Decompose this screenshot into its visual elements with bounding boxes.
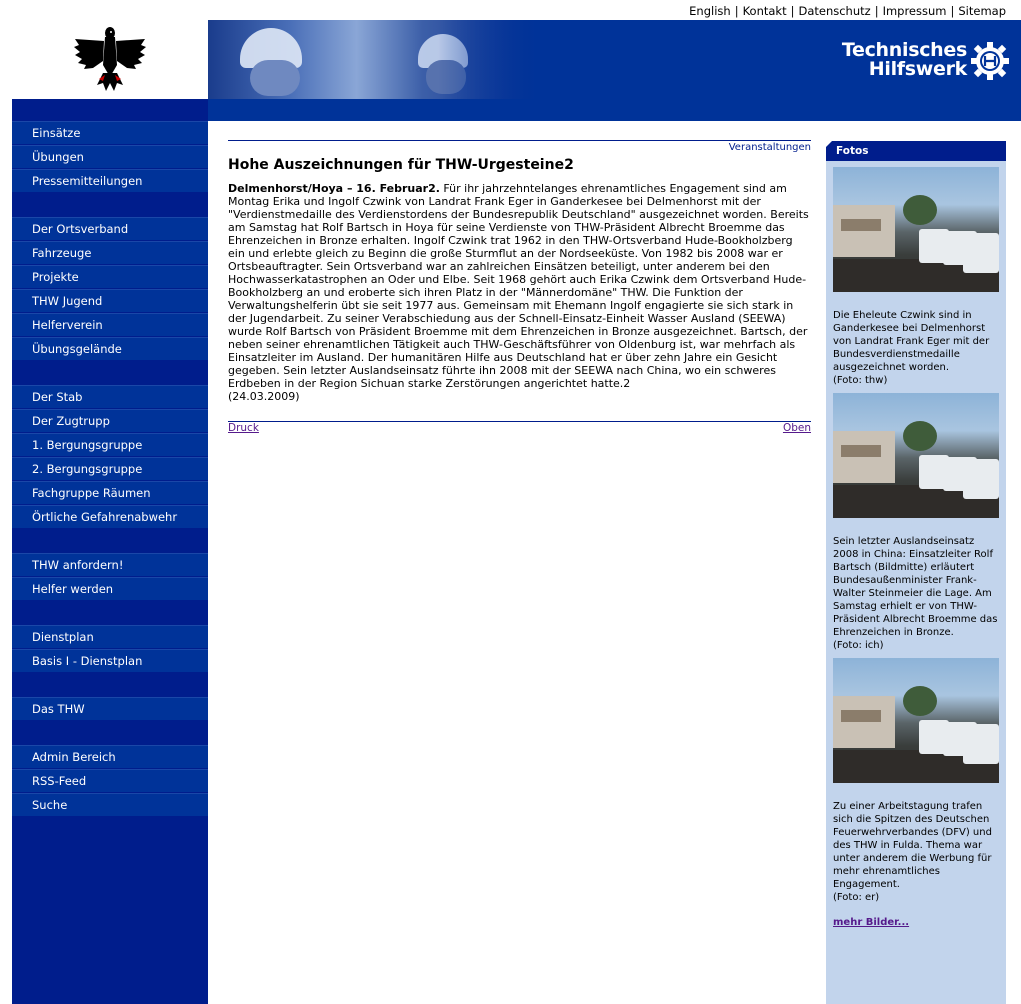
sidebar-item[interactable]: RSS-Feed — [12, 769, 208, 793]
sidebar-item[interactable]: Der Stab — [12, 385, 208, 409]
nav-group — [12, 553, 208, 601]
logo-line1: Technisches — [841, 39, 967, 61]
photo-sidebar — [826, 141, 1006, 1004]
sidebar-item[interactable]: Der Zugtrupp — [12, 409, 208, 433]
category-link[interactable]: Veranstaltungen — [728, 142, 811, 153]
nav-group — [12, 217, 208, 361]
toplink-impressum[interactable]: Impressum — [882, 4, 947, 18]
article-lead: Delmenhorst/Hoya – 16. Februar2. — [228, 182, 440, 195]
federal-eagle-logo[interactable] — [12, 20, 208, 99]
photo-credit: (Foto: ich) — [833, 640, 884, 651]
thw-gear-icon — [971, 42, 1009, 80]
photo-credit: (Foto: er) — [833, 892, 880, 903]
main-content — [228, 140, 811, 434]
sidebar-item[interactable]: Projekte — [12, 265, 208, 289]
toplink-kontakt[interactable]: Kontakt — [742, 4, 787, 18]
more-photos-link[interactable]: mehr Bilder... — [833, 917, 910, 928]
sidebar-item[interactable]: 2. Bergungsgruppe — [12, 457, 208, 481]
logo-line2: Hilfswerk — [868, 58, 967, 80]
photo-thumbnail[interactable] — [833, 393, 999, 518]
sidebar-item[interactable]: Fahrzeuge — [12, 241, 208, 265]
sidebar-item[interactable]: Pressemitteilungen — [12, 169, 208, 193]
fotos-heading — [826, 141, 1006, 161]
sidebar-item[interactable]: Das THW — [12, 697, 208, 721]
photo-item — [833, 167, 999, 387]
photo-caption: Sein letzter Auslandseinsatz 2008 in China: Einsatzleiter Rolf Bartsch (Bildmitte) erläutert Bundesaußenminister Frank-Walter Steinmeier die Lage. Am Samstag erhielt er von THW-Präsident Albrecht Broemme das Ehrenzeichen in Bronze. — [833, 536, 998, 638]
photo-item — [833, 658, 999, 904]
sidebar-item[interactable]: Einsätze — [12, 121, 208, 145]
sidebar-item[interactable]: Der Ortsverband — [12, 217, 208, 241]
nav-group — [12, 697, 208, 721]
sidebar-item[interactable]: THW anfordern! — [12, 553, 208, 577]
print-link[interactable]: Druck — [228, 422, 259, 434]
sidebar-item[interactable]: Dienstplan — [12, 625, 208, 649]
header-band — [208, 99, 1021, 121]
photo-caption: Zu einer Arbeitstagung trafen sich die Spitzen des Deutschen Feuerwehrverbandes (DFV) und des THW in Fulda. Thema war unter anderem die Werbung für mehr ehrenamtliches Engagement. — [833, 801, 992, 890]
sidebar-item[interactable]: Fachgruppe Räumen — [12, 481, 208, 505]
sidebar-nav — [12, 121, 208, 1004]
top-link[interactable]: Oben — [782, 422, 811, 434]
toplink-datenschutz[interactable]: Datenschutz — [798, 4, 871, 18]
header-band-left — [12, 99, 208, 121]
sidebar-item[interactable]: Basis I - Dienstplan — [12, 649, 208, 673]
photo-item — [833, 393, 999, 652]
sidebar-item[interactable]: Helfer werden — [12, 577, 208, 601]
article-body — [228, 182, 811, 403]
photo-list — [826, 167, 1006, 904]
photo-thumbnail[interactable] — [833, 167, 999, 292]
article-footer — [228, 421, 811, 434]
fotos-heading-label: Fotos — [836, 145, 869, 157]
article-title: Hohe Auszeichnungen für THW-Urgesteine2 — [228, 157, 574, 173]
header-banner — [208, 20, 1021, 99]
federal-eagle-icon — [73, 25, 147, 95]
top-links: English | Kontakt | Datenschutz | Impressum | Sitemap — [689, 4, 1006, 18]
sidebar-item[interactable]: Übungen — [12, 145, 208, 169]
banner-photo — [208, 20, 538, 99]
sidebar-item[interactable]: THW Jugend — [12, 289, 208, 313]
nav-group — [12, 385, 208, 529]
nav-group — [12, 625, 208, 673]
nav-group — [12, 745, 208, 817]
photo-credit: (Foto: thw) — [833, 375, 888, 386]
toplink-sitemap[interactable]: Sitemap — [958, 4, 1006, 18]
sidebar-item[interactable]: Helferverein — [12, 313, 208, 337]
thw-logo-text[interactable] — [842, 41, 967, 79]
toplink-english[interactable]: English — [689, 4, 731, 18]
sidebar-item[interactable]: Suche — [12, 793, 208, 817]
sidebar-item[interactable]: Übungsgelände — [12, 337, 208, 361]
nav-group — [12, 121, 208, 193]
photo-caption: Die Eheleute Czwink sind in Ganderkesee bei Delmenhorst von Landrat Frank Eger mit der Bundesverdienstmedaille ausgezeichnet worden. — [833, 310, 990, 373]
sidebar-item[interactable]: Admin Bereich — [12, 745, 208, 769]
sidebar-item[interactable]: Örtliche Gefahrenabwehr — [12, 505, 208, 529]
sidebar-item[interactable]: 1. Bergungsgruppe — [12, 433, 208, 457]
article-date: (24.03.2009) — [228, 390, 300, 403]
article-text: Für ihr jahrzehntelanges ehrenamtliches Engagement sind am Montag Erika und Ingolf Czwink von Landrat Frank Eger in Ganderkesee bei Delmenhorst mit der "Verdienstmedaille des Verdienstordens der Bundesrepublik Deutschland" ausgezeichnet worden. Bereits am Samstag hat Rolf Bartsch in Hoya für seine Verdienste von THW-Präsident Albrecht Broemme das Ehrenzeichen in Bronze erhalten. Ingolf Czwink trat 1962 in den THW-Ortsverband Hude-Bookholzberg ein und erlebte gleich zu Beginn die große Sturmflut an der Nordseeküste. Von 1982 bis 2008 war er Ortsbeauftragter. Sein Ortsverband war an zahlreichen Einsätzen beteiligt, unter anderem bei den Hochwasserkatastrophen an Oder und Elbe. Seit 1968 gehört auch Erika Czwink dem Ortsverband Hude-Bookholzberg an und eroberte sich ihren Platz in der "Männerdomäne" THW. Die Funktion der Verwaltungshelferin übt sie seit 1977 aus. Gemeinsam mit Ehemann Ingolf engagierte sie sich stark in der Jugendarbeit. Zu seiner Verabschiedung aus der Schnell-Einsatz-Einheit Wasser Ausland (SEEWA) wurde Rolf Bartsch von Präsident Broemme mit dem Ehrenzeichen in Bronze ausgezeichnet. Bartsch, der neben seiner ehrenamtlichen Tätigkeit auch THW-Geschäftsführer von Oldenburg ist, war mehrfach als Einsatzleiter im Ausland. Der humanitären Hilfe aus Deutschland hat er über zehn Jahre ein Gesicht gegeben. Sein letzter Auslandseinsatz führte ihn 2008 mit der SEEWA nach China, wo ein schweres Erdbeben in der Region Sichuan starke Zerstörungen angerichtet hatte.2 — [228, 182, 809, 390]
top-divider — [228, 140, 811, 141]
photo-thumbnail[interactable] — [833, 658, 999, 783]
